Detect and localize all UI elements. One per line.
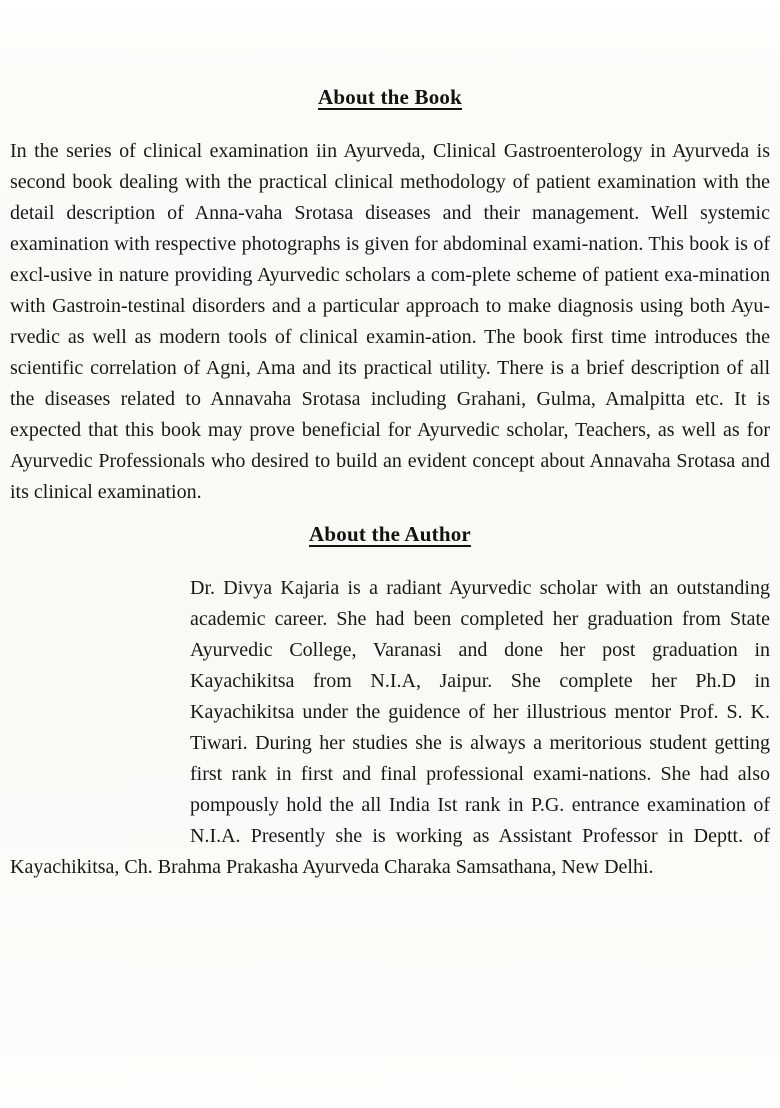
about-the-author-heading-text: About the Author	[309, 522, 471, 546]
about-the-author-paragraph	[10, 573, 770, 883]
about-the-book-heading	[10, 85, 770, 110]
about-the-book-paragraph	[10, 136, 770, 508]
about-the-author-heading	[10, 522, 770, 547]
about-the-book-heading-text: About the Book	[318, 85, 462, 109]
about-the-book-paragraph-text: In the series of clinical examination iin Ayurveda, Clinical Gastroenterology in Ayurveda is second book dealing with the practical clinical methodology of patient examination with the detail description of Anna-vaha Srotasa diseases and their management. Well systemic examination with respective photographs is given for abdominal exami-nation. This book is of excl-usive in nature providing Ayurvedic scholars a com-plete scheme of patient exa-mination with Gastroin-testinal disorders and a particular approach to make diagnosis using both Ayu-rvedic as well as modern tools of clinical examin-ation. The book first time introduces the scientific correlation of Agni, Ama and its practical utility. There is a brief description of all the diseases related to Annavaha Srotasa including Grahani, Gulma, Amalpitta etc. It is expected that this book may prove beneficial for Ayurvedic scholar, Teachers, as well as for Ayurvedic Professionals who desired to build an evident concept about Annavaha Srotasa and its clinical examination.	[10, 140, 770, 503]
about-the-author-paragraph-text: Dr. Divya Kajaria is a radiant Ayurvedic scholar with an outstanding academic career. She had been completed her graduation from State Ayurvedic College, Varanasi and done her post graduation in Kayachikitsa from N.I.A, Jaipur. She complete her Ph.D in Kayachikitsa under the guidence of her illustrious mentor Prof. S. K. Tiwari. During her studies she is always a meritorious student getting first rank in first and final professional exami-nations. She had also pompously hold the all India Ist rank in P.G. entrance examination of N.I.A. Presently she is working as Assistant Professor in Deptt. of Kayachikitsa, Ch. Brahma Prakasha Ayurveda Charaka Samsathana, New Delhi.	[10, 577, 770, 878]
author-photo-placeholder	[10, 573, 190, 852]
